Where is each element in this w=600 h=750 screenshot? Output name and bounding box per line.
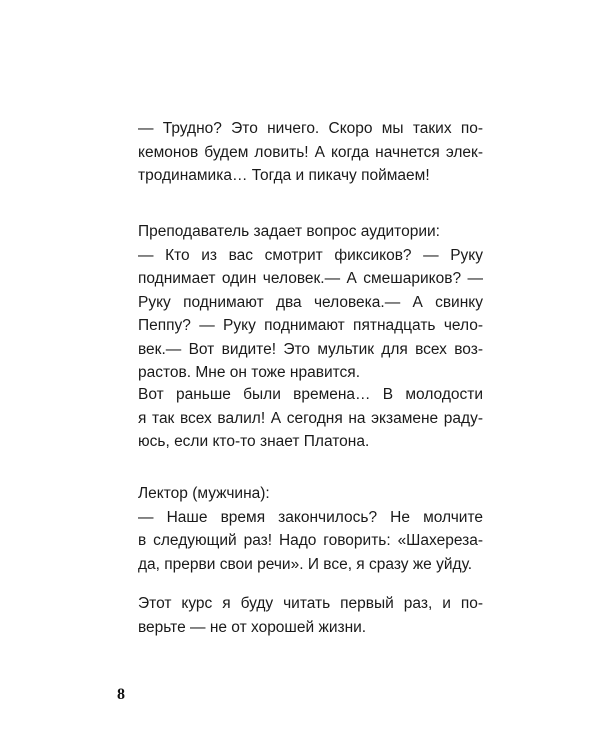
text-line: я так всех валил! А сегодня на экзамене раду- (138, 409, 483, 427)
text-line: в следующий раз! Надо говорить: «Шахереза- (138, 532, 483, 549)
text-line: Пеппу? — Руку поднимают пятнадцать чело- (138, 317, 483, 334)
anecdote-paragraph-2 (138, 220, 483, 385)
anecdote-paragraph-5 (138, 592, 483, 639)
anecdote-paragraph-1 (138, 117, 483, 188)
text-line: тродинамика… Тогда и пикачу поймаем! (138, 167, 430, 184)
anecdote-paragraph-3 (138, 383, 483, 454)
text-line: юсь, если кто-то знает Платона. (138, 433, 370, 450)
text-line: кемонов будем ловить! А когда начнется элек- (138, 143, 483, 161)
text-line: — Трудно? Это ничего. Скоро мы таких по- (138, 120, 483, 137)
text-line: — Наше время закончилось? Не молчите (138, 508, 483, 526)
page-number: 8 (117, 686, 125, 703)
text-line: да, прерви свои речи». И все, я сразу же уйду. (138, 555, 473, 573)
text-line: растов. Мне он тоже нравится. (138, 364, 361, 381)
text-line: Этот курс я буду читать первый раз, и по- (138, 595, 483, 612)
text-line: поднимает один человек.— А смешариков? — (138, 270, 483, 287)
text-line: Руку поднимают два человека.— А свинку (138, 293, 483, 311)
text-line: век.— Вот видите! Это мультик для всех воз- (138, 340, 483, 358)
text-line: верьте — не от хорошей жизни. (138, 618, 367, 636)
text-line: Лектор (мужчина): (138, 485, 270, 502)
text-line: Преподаватель задает вопрос аудитории: (138, 223, 440, 240)
anecdote-paragraph-4 (138, 482, 483, 576)
text-line: Вот раньше были времена… В молодости (138, 386, 483, 403)
text-line: — Кто из вас смотрит фиксиков? — Руку (138, 246, 483, 264)
